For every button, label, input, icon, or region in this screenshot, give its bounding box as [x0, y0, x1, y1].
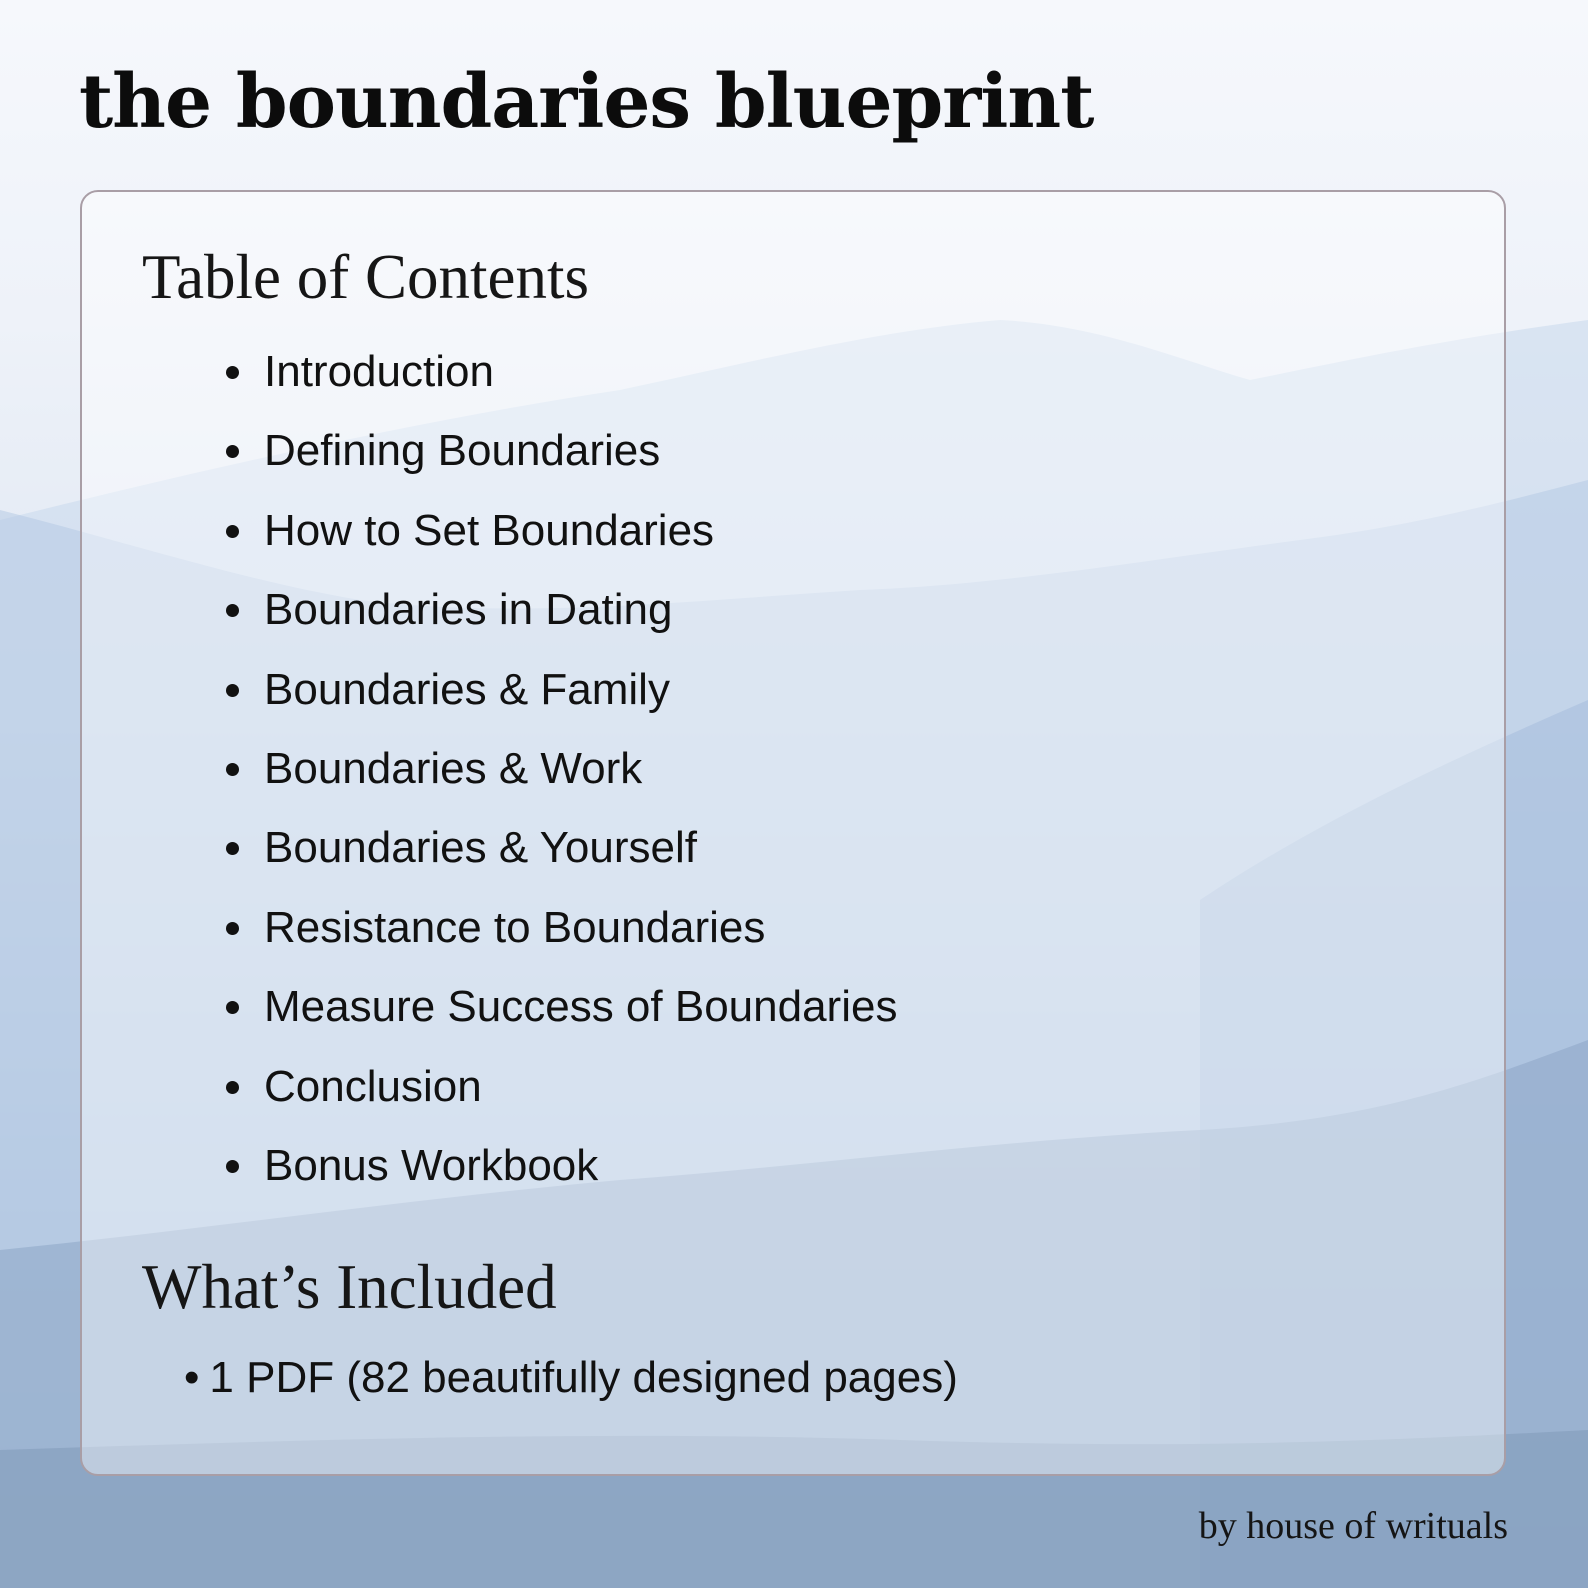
- bullet-icon: •: [184, 1353, 200, 1402]
- toc-item: Bonus Workbook: [222, 1126, 897, 1205]
- included-item-text: 1 PDF (82 beautifully designed pages): [209, 1353, 958, 1402]
- toc-item: Resistance to Boundaries: [222, 888, 897, 967]
- author-byline: by house of writuals: [1198, 1505, 1508, 1547]
- whats-included-heading: What’s Included: [142, 1252, 557, 1322]
- toc-item: Boundaries & Family: [222, 650, 897, 729]
- page-title: the boundaries blueprint: [79, 59, 1094, 145]
- whats-included-list: [184, 1348, 958, 1408]
- toc-item: Defining Boundaries: [222, 411, 897, 490]
- toc-item: Boundaries & Work: [222, 729, 897, 808]
- toc-item: Measure Success of Boundaries: [222, 967, 897, 1046]
- toc-item: How to Set Boundaries: [222, 491, 897, 570]
- included-item: [184, 1348, 958, 1408]
- toc-item: Introduction: [222, 332, 897, 411]
- toc-item: Boundaries & Yourself: [222, 808, 897, 887]
- table-of-contents-heading: Table of Contents: [142, 242, 589, 312]
- table-of-contents-list: [222, 332, 897, 1205]
- toc-item: Conclusion: [222, 1047, 897, 1126]
- content-card: [80, 190, 1506, 1476]
- toc-item: Boundaries in Dating: [222, 570, 897, 649]
